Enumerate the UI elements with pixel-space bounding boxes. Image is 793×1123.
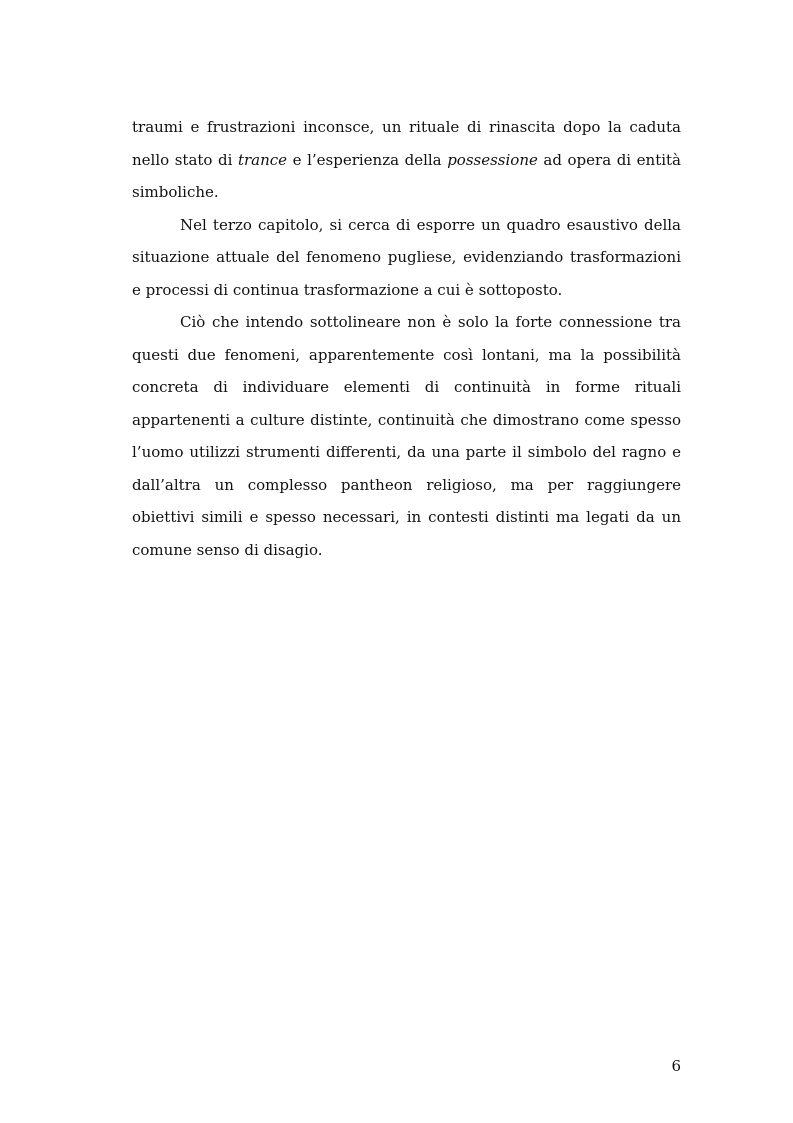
paragraph-1: [132, 111, 681, 209]
paragraph-1-segment-5: ad opera di entità simboliche.: [132, 150, 682, 201]
paragraph-1-segment-3: e l’esperienza della: [287, 150, 448, 169]
paragraph-1-italic-possessione: possessione: [447, 150, 538, 169]
body-text: [132, 111, 681, 566]
paragraph-1-segment-1: traumi e frustrazioni inconsce, un rituale di rinascita dopo la caduta nello stato di: [132, 118, 681, 169]
paragraph-2: [132, 209, 681, 307]
paragraph-1-italic-trance: trance: [237, 150, 288, 169]
page-number: 6: [671, 1057, 681, 1075]
paragraph-3: [132, 306, 681, 566]
paragraph-3-text: Ciò che intendo sottolineare non è solo la forte connessione tra questi due fenomeni, apparentemente così lontani, ma la possibilità concreta di individuare elementi di continuità in forme rituali appartenenti a culture distinte, continuità che dimostrano come spesso l’uomo utilizzi strumenti differenti, da una parte il simbolo del ragno e dall’altra un complesso pantheon religioso, ma per raggiungere obiettivi simili e spesso necessari, in contesti distinti ma legati da un comune senso di disagio.: [132, 313, 681, 559]
paragraph-2-text: Nel terzo capitolo, si cerca di esporre un quadro esaustivo della situazione attuale del fenomeno pugliese, evidenziando trasformazioni e processi di continua trasformazione a cui è sottoposto.: [132, 215, 681, 299]
